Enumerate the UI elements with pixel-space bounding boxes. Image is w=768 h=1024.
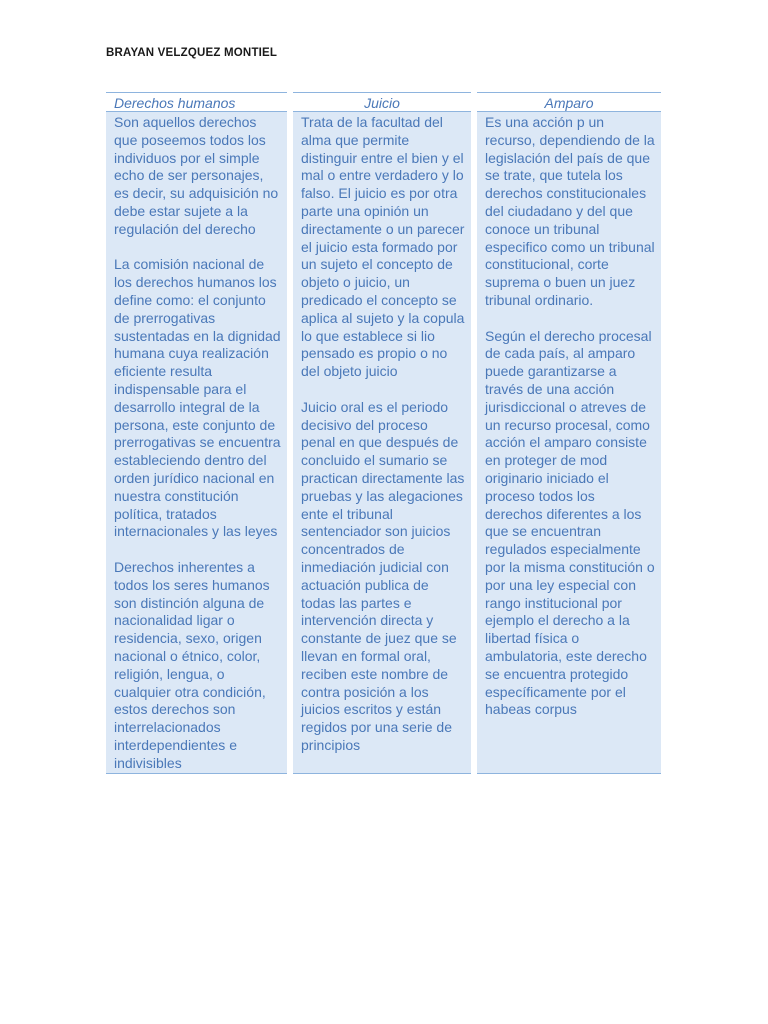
header-juicio: Juicio	[290, 93, 474, 112]
comparison-table	[106, 92, 661, 774]
table-header-row	[106, 93, 661, 112]
cell-juicio	[290, 112, 474, 774]
header-derechos-humanos: Derechos humanos	[106, 93, 290, 112]
juicio-paragraph-1: Trata de la facultad del alma que permite distinguir entre el bien y el mal o entre verdadero y lo falso. El juicio es por otra parte una opinión un directamente o un parecer el juicio esta formado por un sujeto el concepto de objeto o juicio, un predicado el concepto se aplica al sujeto y la copula lo que establece si lio pensado es propio o no del objeto juicio	[301, 114, 465, 380]
cell-derechos-humanos	[106, 112, 290, 774]
juicio-paragraph-2: Juicio oral es el periodo decisivo del proceso penal en que después de concluido el sumario se practican directamente las pruebas y las alegaciones ente el tribunal sentenciador son juicios concentrados de inmediación judicial con actuación publica de todas las partes e intervención directa y constante de juez que se llevan en formal oral, reciben este nombre de contra posición a los juicios escritos y están regidos por una serie de principios	[301, 398, 465, 753]
derechos-paragraph-3: Derechos inherentes a todos los seres humanos son distinción alguna de nacionalidad ligar o residencia, sexo, origen nacional o étnico, color, religión, lengua, o cualquier otra condición, estos derechos son interrelacionados interdependientes e indivisibles	[114, 558, 270, 771]
derechos-paragraph-1: Son aquellos derechos que poseemos todos los individuos por el simple echo de ser personajes, es decir, su adquisición no debe estar sujete a la regulación del derecho	[114, 114, 279, 237]
amparo-paragraph-2: Según el derecho procesal de cada país, al amparo puede garantizarse a través de una acción jurisdiccional o atreves de un recurso procesal, como acción el amparo consiste en proteger de mod originario iniciado el proceso todos los derechos diferentes a los que se encuentran regulados especialmente por la misma constitución o por una ley especial con rango institucional por ejemplo el derecho a la libertad física o ambulatoria, este derecho se encuentra protegido específicamente por el habeas corpus	[485, 327, 655, 718]
amparo-paragraph-1: Es una acción p un recurso, dependiendo de la legislación del país de que se trate, que tutela los derechos constitucionales del ciudadano y del que conoce un tribunal especifico como un tribunal constitucional, corte suprema o buen un juez tribunal ordinario.	[485, 114, 655, 308]
cell-amparo	[474, 112, 661, 774]
author-name: BRAYAN VELZQUEZ MONTIEL	[106, 47, 278, 59]
header-amparo: Amparo	[474, 93, 661, 112]
table-row	[106, 112, 661, 774]
derechos-paragraph-2: La comisión nacional de los derechos humanos los define como: el conjunto de prerrogativas sustentadas en la dignidad humana cuya realización eficiente resulta indispensable para el desarrollo integral de la persona, este conjunto de prerrogativas se encuentra estableciendo dentro del orden jurídico nacional en nuestra constitución política, tratados internacionales y las leyes	[114, 256, 281, 540]
